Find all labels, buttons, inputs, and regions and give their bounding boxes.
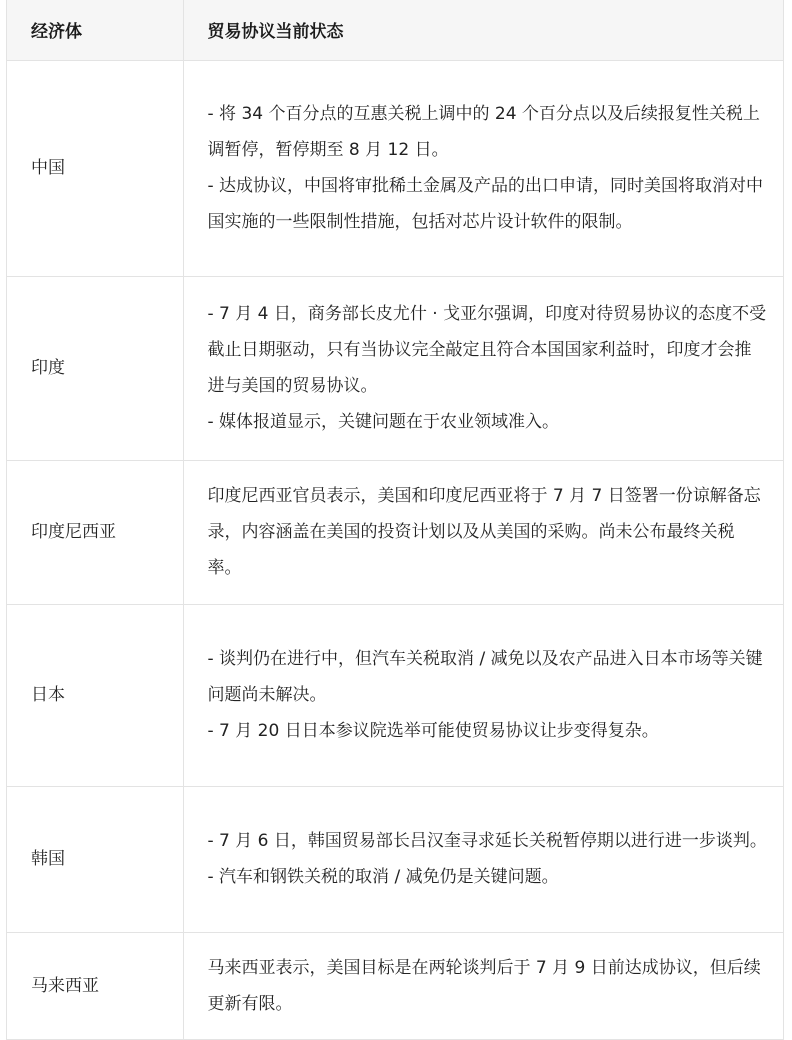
status-line: - 达成协议，中国将审批稀土金属及产品的出口申请，同时美国将取消对中国实施的一些限制性措施，包括对芯片设计软件的限制。 [207, 176, 764, 232]
economy-cell: 印度 [7, 276, 183, 460]
header-row [7, 0, 783, 60]
table-row [7, 460, 783, 604]
status-line: - 7 月 20 日日本参议院选举可能使贸易协议让步变得复杂。 [207, 721, 659, 741]
status-cell [183, 60, 783, 276]
status-line: 马来西亚表示，美国目标是在两轮谈判后于 7 月 9 日前达成协议，但后续更新有限。 [207, 957, 761, 1014]
status-line: - 7 月 4 日，商务部长皮尤什 · 戈亚尔强调，印度对待贸易协议的态度不受截止日期驱动，只有当协议完全敲定且符合本国国家利益时，印度才会推进与美国的贸易协议。 [207, 304, 767, 396]
trade-status-table-container [6, 0, 784, 1040]
status-line: - 媒体报道显示，关键问题在于农业领域准入。 [207, 412, 560, 432]
header-economy: 经济体 [7, 0, 183, 60]
status-line: - 7 月 6 日，韩国贸易部长吕汉奎寻求延长关税暂停期以进行进一步谈判。 [207, 831, 767, 851]
status-cell [183, 932, 783, 1039]
table-row [7, 276, 783, 460]
table-row [7, 786, 783, 932]
status-line: - 谈判仍在进行中，但汽车关税取消 / 减免以及农产品进入日本市场等关键问题尚未解决。 [207, 649, 763, 705]
table-row [7, 604, 783, 786]
economy-cell: 韩国 [7, 786, 183, 932]
table-row [7, 932, 783, 1039]
economy-cell: 印度尼西亚 [7, 460, 183, 604]
status-cell [183, 604, 783, 786]
economy-cell: 马来西亚 [7, 932, 183, 1039]
table-header [7, 0, 783, 60]
economy-cell: 中国 [7, 60, 183, 276]
status-cell [183, 276, 783, 460]
status-line: 印度尼西亚官员表示，美国和印度尼西亚将于 7 月 7 日签署一份谅解备忘录，内容涵盖在美国的投资计划以及从美国的采购。尚未公布最终关税率。 [207, 486, 761, 578]
table-body [7, 60, 783, 1039]
status-line: - 将 34 个百分点的互惠关税上调中的 24 个百分点以及后续报复性关税上调暂停，暂停期至 8 月 12 日。 [207, 104, 760, 160]
economy-cell: 日本 [7, 604, 183, 786]
header-status: 贸易协议当前状态 [183, 0, 783, 60]
trade-status-table [7, 0, 783, 1040]
table-row [7, 60, 783, 276]
status-cell [183, 786, 783, 932]
status-line: - 汽车和钢铁关税的取消 / 减免仍是关键问题。 [207, 867, 559, 887]
status-cell [183, 460, 783, 604]
